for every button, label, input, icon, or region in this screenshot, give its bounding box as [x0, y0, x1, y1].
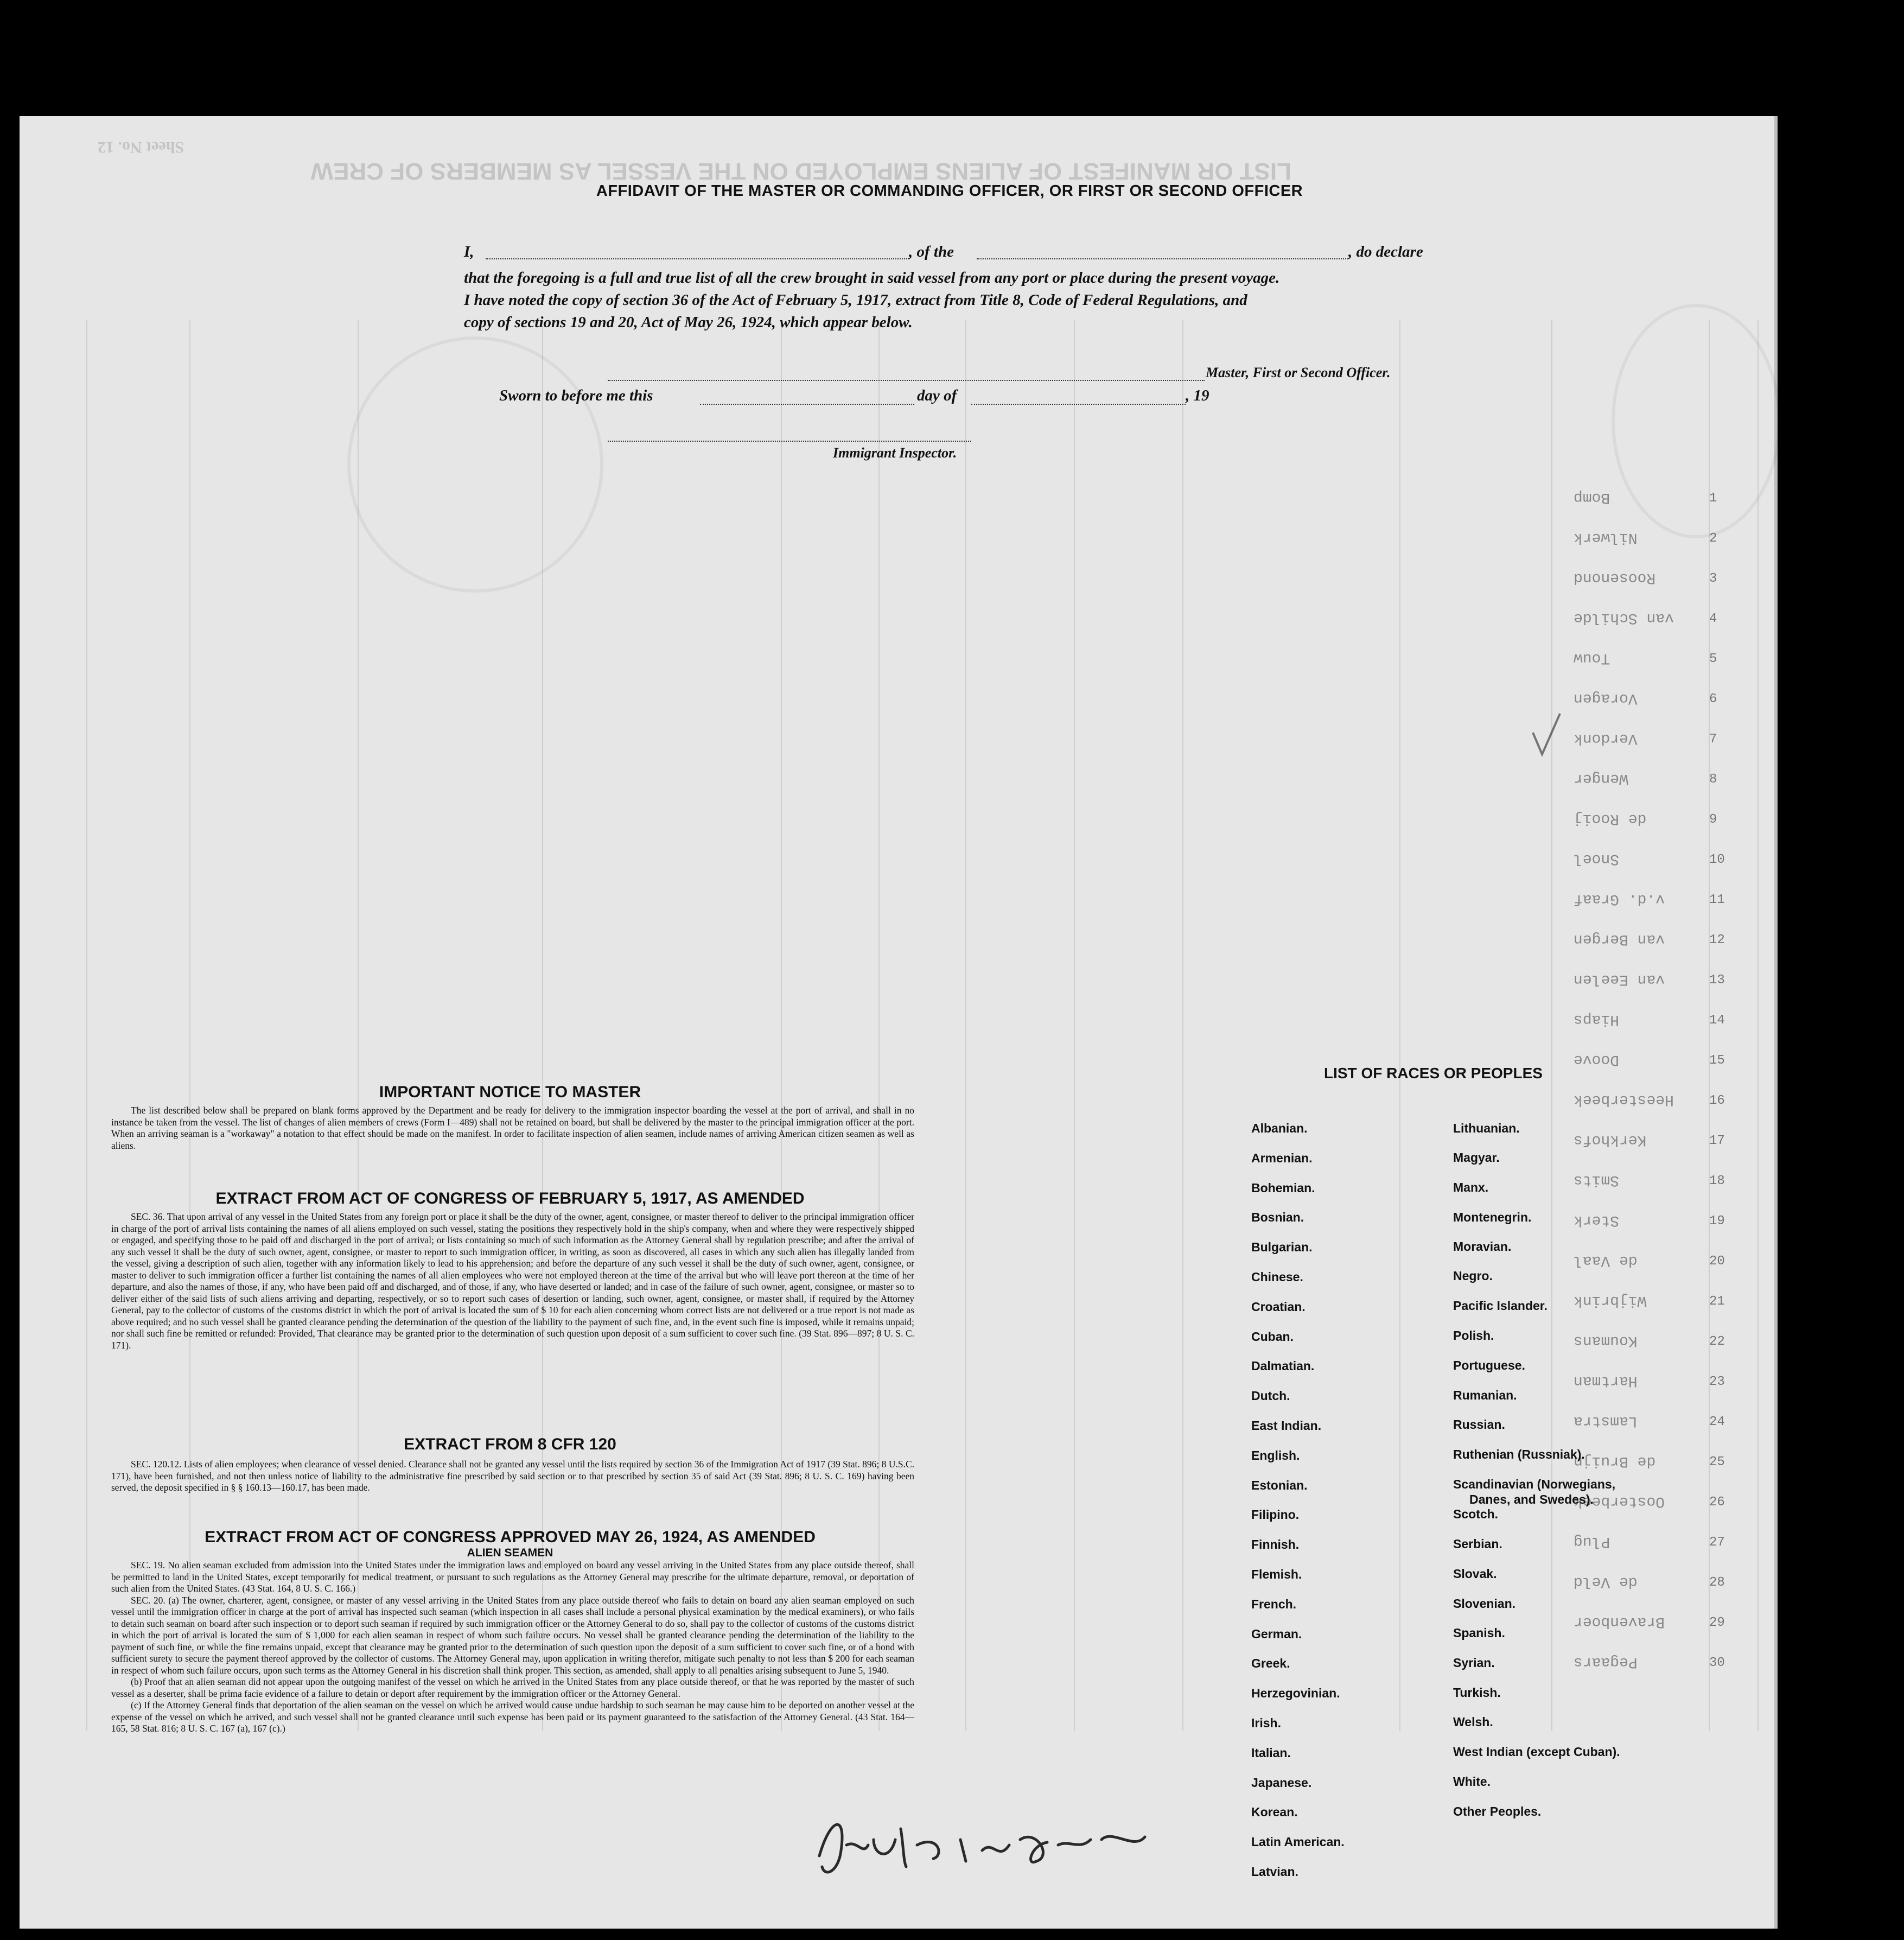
month-blank: [971, 404, 1186, 405]
race-item: Finnish.: [1251, 1537, 1300, 1552]
row-surname: Bravenboer: [1574, 1613, 1665, 1630]
race-item: Filipino.: [1251, 1508, 1300, 1522]
sworn-label: Sworn to before me this: [499, 387, 653, 404]
extract-1917-text: [111, 1211, 914, 1351]
row-surname: Plug: [1574, 1533, 1610, 1550]
inspector-signature-blank: [608, 441, 971, 442]
row-number: 30: [1709, 1656, 1725, 1670]
race-item: Welsh.: [1453, 1715, 1493, 1729]
race-item: French.: [1251, 1596, 1297, 1611]
race-item: Chinese.: [1251, 1270, 1303, 1284]
race-item: Slovak.: [1453, 1567, 1497, 1581]
race-item: Manx.: [1453, 1180, 1489, 1194]
race-item: Scotch.: [1453, 1507, 1499, 1521]
punch-hole: [1809, 1475, 1841, 1506]
race-item: Estonian.: [1251, 1478, 1308, 1492]
bleed-title: LIST OR MANIFEST OF ALIENS EMPLOYED ON THE VESSEL AS MEMBERS OF CREW: [310, 158, 1291, 185]
row-surname: Hiaps: [1574, 1011, 1620, 1028]
master-signature-blank: [608, 380, 1205, 381]
race-item: East Indian.: [1251, 1419, 1322, 1433]
race-item: White.: [1453, 1774, 1491, 1789]
race-item: Dalmatian.: [1251, 1359, 1315, 1373]
row-surname: Roosenond: [1574, 569, 1656, 586]
race-item: Korean.: [1251, 1805, 1298, 1820]
extract-cfr-text: [111, 1459, 914, 1494]
race-item: Dutch.: [1251, 1389, 1290, 1403]
row-surname: Pegaars: [1574, 1653, 1638, 1670]
row-number: 5: [1709, 652, 1717, 666]
sec-36-paragraph: SEC. 36. That upon arrival of any vessel in the United States from any foreign port or place it shall be the duty of the owner, agent, consignee, or master thereof to deliver to the principal immigration officer in charge of the port of arrival lists containing the names of all aliens employed on such vessel, stating the positions they respectively hold in the ship's company, when and where they were respectively shipped or engaged, and specifying those to be paid off and discharged in the port of arrival; or lists containing so much of such information as the Attorney General shall by regulation prescribe; and after the arrival of any such vessel it shall be the duty of such owner, agent, consignee, or master to report to such immigration officer, in writing, as soon as discovered, all cases in which any such alien has illegally landed from the vessel, giving a description of such alien, together with any information likely to lead to his apprehension; and before the departure of any such vessel it shall be the duty of such owner, agent, consignee, or master to deliver to such immigration officer a further list containing the names of all alien employees who were not employed thereon at the time of the arrival but who will leave port thereon at the time of her departure, and also the names of those, if any, who have been paid off and discharged, and of those, if any, who have deserted or landed; and in case of the failure of such owner, agent, consignee, or master so to deliver either of the said lists of such aliens arriving and departing, respectively, or so to report such cases of desertion or landing, such owner, agent, consignee, or master shall, if required by the Attorney General, pay to the collector of customs of the customs district in which the port of arrival is located the sum of $ 10 for each alien concerning whom correct lists are not delivered or a true report is not made as above required; and no such vessel shall be granted clearance pending the determination of the question of the liability to the payment of such fine, and, in the event such fine is imposed, while it remains unpaid; nor shall such fine be remitted or refunded: Provided, That clearance may be granted prior to the determination of such question upon deposit of a sum sufficient to cover such fine. (39 Stat. 896—897; 8 U. S. C. 171).: [111, 1211, 914, 1351]
row-surname: Snoel: [1574, 850, 1620, 867]
row-number: 26: [1709, 1495, 1725, 1510]
race-item: Russian.: [1453, 1417, 1505, 1432]
row-number: 14: [1709, 1013, 1725, 1028]
race-item: Herzegovinian.: [1251, 1686, 1340, 1701]
row-surname: van Bergen: [1574, 931, 1665, 947]
race-item: Irish.: [1251, 1716, 1281, 1730]
race-item: Lithuanian.: [1453, 1121, 1520, 1135]
affidavit-title: AFFIDAVIT OF THE MASTER OR COMMANDING OFFICER, OR FIRST OR SECOND OFFICER: [596, 182, 1303, 200]
row-number: 11: [1709, 893, 1725, 907]
row-surname: Lamstra: [1574, 1413, 1638, 1429]
race-item: Magyar.: [1453, 1150, 1500, 1165]
row-surname: Doove: [1574, 1051, 1620, 1068]
row-number: 21: [1709, 1294, 1725, 1309]
row-surname: de Rooij: [1574, 810, 1647, 827]
row-number: 12: [1709, 933, 1725, 947]
inspector-label: Immigrant Inspector.: [833, 445, 957, 461]
race-item: Albanian.: [1251, 1121, 1308, 1135]
race-item: Ruthenian (Russniak).: [1453, 1447, 1585, 1461]
punch-hole: [1809, 1197, 1841, 1229]
affidavit-i: I,: [464, 243, 474, 260]
notice-title: IMPORTANT NOTICE TO MASTER: [379, 1083, 641, 1101]
affidavit-line-4: copy of sections 19 and 20, Act of May 26, 1924, which appear below.: [464, 314, 913, 331]
punch-hole: [1809, 911, 1841, 942]
race-item: Portuguese.: [1453, 1358, 1525, 1372]
row-surname: v.d. Graaf: [1574, 891, 1665, 907]
race-item: Rumanian.: [1453, 1388, 1517, 1402]
row-surname: de Vaal: [1574, 1252, 1638, 1269]
row-number: 15: [1709, 1053, 1725, 1068]
race-item: Bulgarian.: [1251, 1240, 1313, 1255]
race-item: Scandinavian (Norwegians,: [1453, 1477, 1616, 1491]
row-number: 18: [1709, 1174, 1725, 1188]
year-label: , 19: [1186, 387, 1209, 404]
row-number: 8: [1709, 772, 1717, 787]
sec-20a-paragraph: SEC. 20. (a) The owner, charterer, agent, consignee, or master of any vessel arriving in the United States from any place outside thereof who fails to detain on board any alien seaman employed on such vessel until the immigration officer in charge at the port of arrival has inspected such seaman (which inspection in all cases shall include a personal physical examination by the medical examiners), or who fails to detain such seaman on board after such inspection or to deport such seaman if required by such immigration officer or the Attorney General to do so, shall pay to the collector of customs of the customs district in which the port of arrival is located the sum of $ 1,000 for each alien seaman in respect of whom such failure occurs. No vessel shall be granted clearance pending the determination of the liability to the payment of such fine, or while the fine remains unpaid, except that clearance may be granted prior to the determination of such question upon the deposit of a sum sufficient to cover such fine, or of a bond with sufficient surety to secure the payment thereof approved by the collector of customs. The Attorney General may, upon application in writing therefor, mitigate such penalty to not less than $ 200 for each seaman in respect of whom such failure occurs, upon such terms as the Attorney General in his discretion shall think proper. This section, as amended, shall apply to all penalties arising subsequent to June 5, 1940.: [111, 1594, 914, 1676]
notice-paragraph: The list described below shall be prepared on blank forms approved by the Department and be ready for delivery to the immigration inspector boarding the vessel at the port of arrival, and shall in no instance be taken from the vessel. The list of changes of alien members of crews (Form I—489) shall not be retained on board, but shall be delivered by the master to the principal immigration officer at the port. When an arriving seaman is a "workaway" a notation to that effect should be made on the manifest. In order to facilitate inspection of alien seamen, include names of arriving American citizen seamen as well as aliens.: [111, 1105, 914, 1151]
row-surname: Kerkhofs: [1574, 1131, 1647, 1148]
race-item: West Indian (except Cuban).: [1453, 1745, 1620, 1759]
row-surname: Hartman: [1574, 1372, 1638, 1389]
races-title: LIST OF RACES OR PEOPLES: [1324, 1065, 1543, 1082]
row-number: 28: [1709, 1575, 1725, 1590]
row-surname: Oosterbeek: [1574, 1493, 1665, 1510]
row-surname: Verdonk: [1574, 730, 1638, 747]
row-number: 10: [1709, 853, 1725, 867]
row-number: 9: [1709, 812, 1717, 827]
race-item: Serbian.: [1453, 1537, 1502, 1551]
row-number: 25: [1709, 1455, 1725, 1470]
race-item: Flemish.: [1251, 1567, 1302, 1581]
race-item: Latvian.: [1251, 1865, 1298, 1879]
row-number: 13: [1709, 973, 1725, 988]
race-item: Croatian.: [1251, 1299, 1306, 1314]
row-number: 24: [1709, 1415, 1725, 1429]
affidavit-line-2: that the foregoing is a full and true list of all the crew brought in said vessel from any port or place during the present voyage.: [464, 269, 1280, 287]
sec-20c-paragraph: (c) If the Attorney General finds that deportation of the alien seaman on the vessel on which he arrived would cause undue hardship to such seaman he may cause him to be deported on another vessel at the expense of the vessel on which he arrived, and such vessel shall not be granted clearance until such expense has been paid or its payment guaranteed to the satisfaction of the Attorney General. (43 Stat. 164—165, 58 Stat. 816; 8 U. S. C. 167 (a), 167 (c).): [111, 1700, 914, 1734]
punch-hole: [1809, 628, 1841, 660]
race-item: Latin American.: [1251, 1835, 1345, 1849]
vessel-blank: [977, 258, 1348, 259]
race-item: Turkish.: [1453, 1685, 1501, 1700]
race-item: Syrian.: [1453, 1656, 1495, 1670]
row-surname: Smits: [1574, 1172, 1620, 1188]
sworn-day-blank: [700, 404, 914, 405]
row-surname: Wenger: [1574, 770, 1628, 787]
master-label: Master, First or Second Officer.: [1206, 365, 1391, 380]
row-number: 20: [1709, 1254, 1725, 1269]
affidavit-line-3: I have noted the copy of section 36 of the Act of February 5, 1917, extract from Title 8, Code of Federal Regulations, and: [464, 291, 1247, 309]
inspector-signature: [808, 1807, 1161, 1883]
affidavit-of-the: , of the: [909, 243, 954, 260]
race-item: Spanish.: [1453, 1626, 1505, 1640]
race-item: Danes, and Swedes).: [1469, 1492, 1594, 1506]
row-number: 23: [1709, 1375, 1725, 1389]
sec-19-paragraph: SEC. 19. No alien seaman excluded from admission into the United States under the immigration laws and employed on board any vessel arriving in the United States from any place outside thereof, shall be permitted to land in the United States, except temporarily for medical treatment, or pursuant to such regulations as the Attorney General may prescribe for the ultimate departure, removal, or deportation of such alien from the United States. (43 Stat. 164, 8 U. S. C. 166.): [111, 1560, 914, 1594]
row-surname: van Schilde: [1574, 609, 1674, 626]
bleed-sheet-number: Sheet No. 12: [98, 138, 184, 156]
race-item: Montenegrin.: [1453, 1210, 1532, 1224]
sec-120-paragraph: SEC. 120.12. Lists of alien employees; when clearance of vessel denied. Clearance shall not be granted any vessel until the lists required by section 36 of the Immigration Act of 1917 (39 Stat. 896; 8 U.S.C. 171), have been furnished, and not then unless notice of liability to the administrative fine prescribed by said section or to that prescribed by section 35 of said Act (39 Stat. 896; 8 U. S. C. 169) having been served, the deposit specified in § § 160.13—160.17, has been made.: [111, 1459, 914, 1493]
row-surname: Voragen: [1574, 690, 1638, 707]
row-surname: van Eeelen: [1574, 971, 1665, 988]
row-number: 7: [1709, 732, 1717, 747]
row-surname: Heesterbeek: [1574, 1091, 1674, 1108]
row-number: 27: [1709, 1535, 1725, 1550]
row-number: 17: [1709, 1134, 1725, 1148]
extract-1924-title: EXTRACT FROM ACT OF CONGRESS APPROVED MAY 26, 1924, AS AMENDED: [205, 1528, 816, 1546]
name-blank: [486, 258, 909, 259]
day-of-label: day of: [917, 387, 957, 404]
race-item: Italian.: [1251, 1745, 1291, 1760]
row-surname: Touw: [1574, 650, 1610, 666]
race-item: English.: [1251, 1448, 1300, 1462]
notice-text: [111, 1105, 914, 1152]
row-surname: Koumans: [1574, 1332, 1638, 1349]
punch-hole: [1809, 351, 1841, 382]
row-number: 29: [1709, 1615, 1725, 1630]
race-item: Negro.: [1453, 1269, 1493, 1283]
row-surname: Wijbrink: [1574, 1292, 1647, 1309]
race-item: Japanese.: [1251, 1775, 1312, 1790]
check-mark: [1530, 711, 1563, 760]
extract-1924-subtitle: ALIEN SEAMEN: [467, 1547, 553, 1559]
extract-cfr-title: EXTRACT FROM 8 CFR 120: [404, 1435, 616, 1453]
row-number: 1: [1709, 491, 1717, 506]
race-item: Pacific Islander.: [1453, 1299, 1548, 1313]
affidavit-declare: , do declare: [1348, 243, 1423, 260]
row-surname: Nilwerk: [1574, 529, 1638, 546]
faint-table-grid: [54, 320, 1780, 1731]
race-item: Polish.: [1453, 1328, 1494, 1343]
race-item: Bosnian.: [1251, 1210, 1304, 1225]
row-surname: de Veld: [1574, 1573, 1638, 1590]
race-item: Cuban.: [1251, 1329, 1294, 1344]
race-item: Greek.: [1251, 1656, 1290, 1671]
row-number: 22: [1709, 1334, 1725, 1349]
race-item: German.: [1251, 1626, 1302, 1641]
row-number: 16: [1709, 1093, 1725, 1108]
row-number: 19: [1709, 1214, 1725, 1229]
row-number: 3: [1709, 571, 1717, 586]
row-number: 6: [1709, 692, 1717, 707]
race-item: Armenian.: [1251, 1150, 1313, 1165]
row-surname: de Bruijn: [1574, 1453, 1656, 1470]
row-surname: Sterk: [1574, 1212, 1620, 1229]
race-item: Other Peoples.: [1453, 1804, 1542, 1818]
sec-20b-paragraph: (b) Proof that an alien seaman did not appear upon the outgoing manifest of the vessel on which he arrived in the United States from any place outside thereof, or that he was reported by the master of such vessel as a deserter, shall be prima facie evidence of a failure to detain or deport after requirement by the immigration officer or the Attorney General.: [111, 1676, 914, 1699]
row-number: 2: [1709, 531, 1717, 546]
row-number: 4: [1709, 612, 1717, 626]
race-item: Slovenian.: [1453, 1596, 1516, 1611]
extract-1917-title: EXTRACT FROM ACT OF CONGRESS OF FEBRUARY 5, 1917, AS AMENDED: [215, 1190, 805, 1207]
race-item: Bohemian.: [1251, 1180, 1315, 1195]
extract-1924-text: [111, 1560, 914, 1735]
race-item: Moravian.: [1453, 1239, 1512, 1254]
row-surname: Bomp: [1574, 489, 1610, 506]
